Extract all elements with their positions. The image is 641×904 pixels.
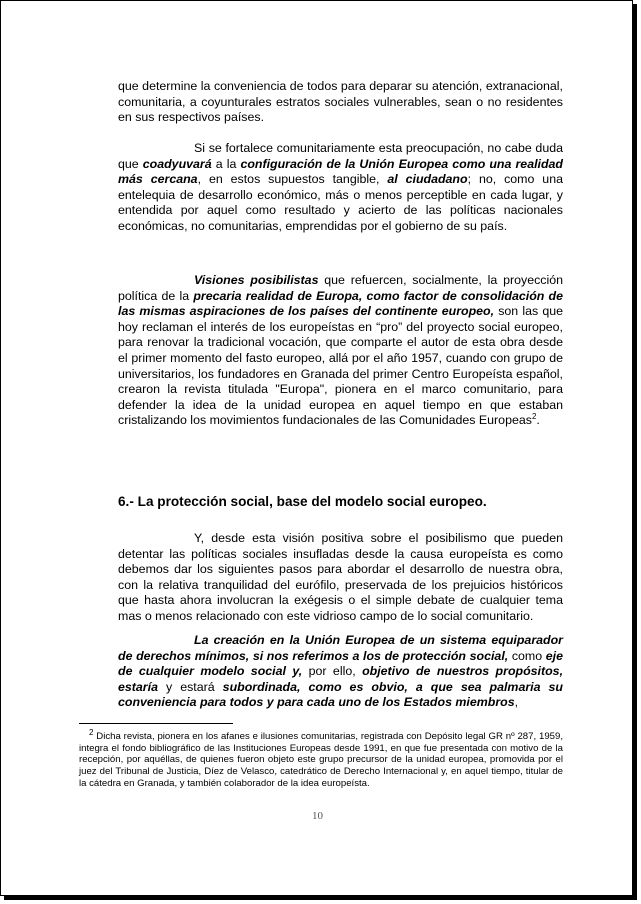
paragraph-3-text: son las que hoy reclaman el interés de los europeístas en “pro” del proyecto social europeo, para renovar la tradicional vocación, que comparte el autor de esta obra desde el primer momento del fasto europeo, allá por el año 1957, cuando con grupo de universitarios, los fundadores en Granada del primer Centro Europeísta español, crearon la revista titulada "Europa", pionera en el marco comunitario, para defender la idea de la unidad europea en aquel tiempo en que estaban cristalizando los movimientos fundacionales de las Comunidades Europeas xyxy=(118,304,563,428)
paragraph-2-emphasis: coadyuvará xyxy=(142,156,212,171)
paragraph-2-text: , en estos supuestos tangible, xyxy=(197,172,388,187)
paragraph-5-text: , xyxy=(514,695,519,710)
paragraph-2-emphasis: al ciudadano xyxy=(387,172,468,187)
section-heading: 6.- La protección social, base del modelo social europeo. xyxy=(118,494,487,509)
paragraph-5 xyxy=(118,633,563,711)
paragraph-4 xyxy=(118,531,563,625)
paragraph-5-text: por ello, xyxy=(302,664,363,679)
paragraph-3-text: que refuercen, socialmente, la proyección política de la xyxy=(118,273,564,303)
paragraph-3 xyxy=(118,273,563,429)
paragraph-1 xyxy=(118,79,563,126)
paragraph-5-emphasis: La creación en la Unión Europea de un sistema equiparador de derechos mínimos, si nos referimos a los de protección social, xyxy=(118,633,563,663)
paragraph-5-text: y estará xyxy=(157,679,223,694)
paragraph-1-text: que determine la conveniencia de todos para deparar su atención, extranacional, comunitaria, a coyunturales estratos sociales vulnerables, sean o no residentes en sus respectivos países. xyxy=(118,79,563,125)
paragraph-3-emphasis: precaria realidad de Europa, como factor de consolidación de las mismas aspiraciones de los países del continente europeo, xyxy=(118,288,563,319)
paragraph-3-emphasis: Visiones posibilistas xyxy=(194,273,319,287)
paragraph-2-emphasis: configuración de la Unión Europea como una realidad más cercana xyxy=(118,156,563,187)
paragraph-2 xyxy=(118,141,563,235)
footnote xyxy=(79,727,563,790)
paragraph-2-text: Si se fortalece comunitariamente esta preocupación, no cabe duda que xyxy=(118,141,563,171)
footnote-text: Dicha revista, pionera en los afanes e ilusiones comunitarias, registrada con Depósito legal GR nº 287, 1959, integra el fondo bibliográfico de las Instituciones Europeas desde 1991, en que fue presentada con motivo de la recepción, por aquéllas, de quienes fueron objeto este grupo precursor de la unidad europea, promovida por el juez del Tribunal de Justicia, Díez de Velasco, catedrático de Derecho Internacional y, en aquel tiempo, titular de la cátedra en Granada, y también colaborador de la idea europeísta. xyxy=(79,731,563,789)
footnote-number: 2 xyxy=(89,727,94,737)
paragraph-3-text: . xyxy=(536,413,540,428)
footnote-separator xyxy=(79,723,233,724)
page-number: 10 xyxy=(312,810,323,822)
paragraph-5-emphasis: eje de cualquier modelo social y, xyxy=(118,648,563,679)
paragraph-2-text: a la xyxy=(211,156,241,171)
paragraph-5-emphasis: objetivo de nuestros propósitos, estaría xyxy=(118,664,564,694)
paragraph-4-text: Y, desde esta visión positiva sobre el posibilismo que pueden detentar las políticas sociales insufladas desde la causa europeísta es como debemos dar los siguientes pasos para abordar el desarrollo de nuestra obra, con la relativa tranquilidad del eurófilo, preservada de los prejuicios históricos que hasta ahora involucran la exégesis o el simple debate de cualquier tema mas o menos relacionado con este vidrioso campo de lo social comunitario. xyxy=(118,531,563,623)
paragraph-2-text: ; no, como una entelequia de desarrollo económico, más o menos perceptible en cada lugar, y entendida por aquel como resultado y acierto de las políticas nacionales económicas, no comunitarias, emprendidas por el gobierno de su país. xyxy=(118,172,563,233)
paragraph-5-text: como xyxy=(508,648,546,663)
footnote-reference[interactable]: 2 xyxy=(531,412,537,422)
paragraph-5-emphasis: subordinada, como es obvio, a que sea palmaria su conveniencia para todos y para cada uno de los Estados miembros xyxy=(118,679,563,710)
